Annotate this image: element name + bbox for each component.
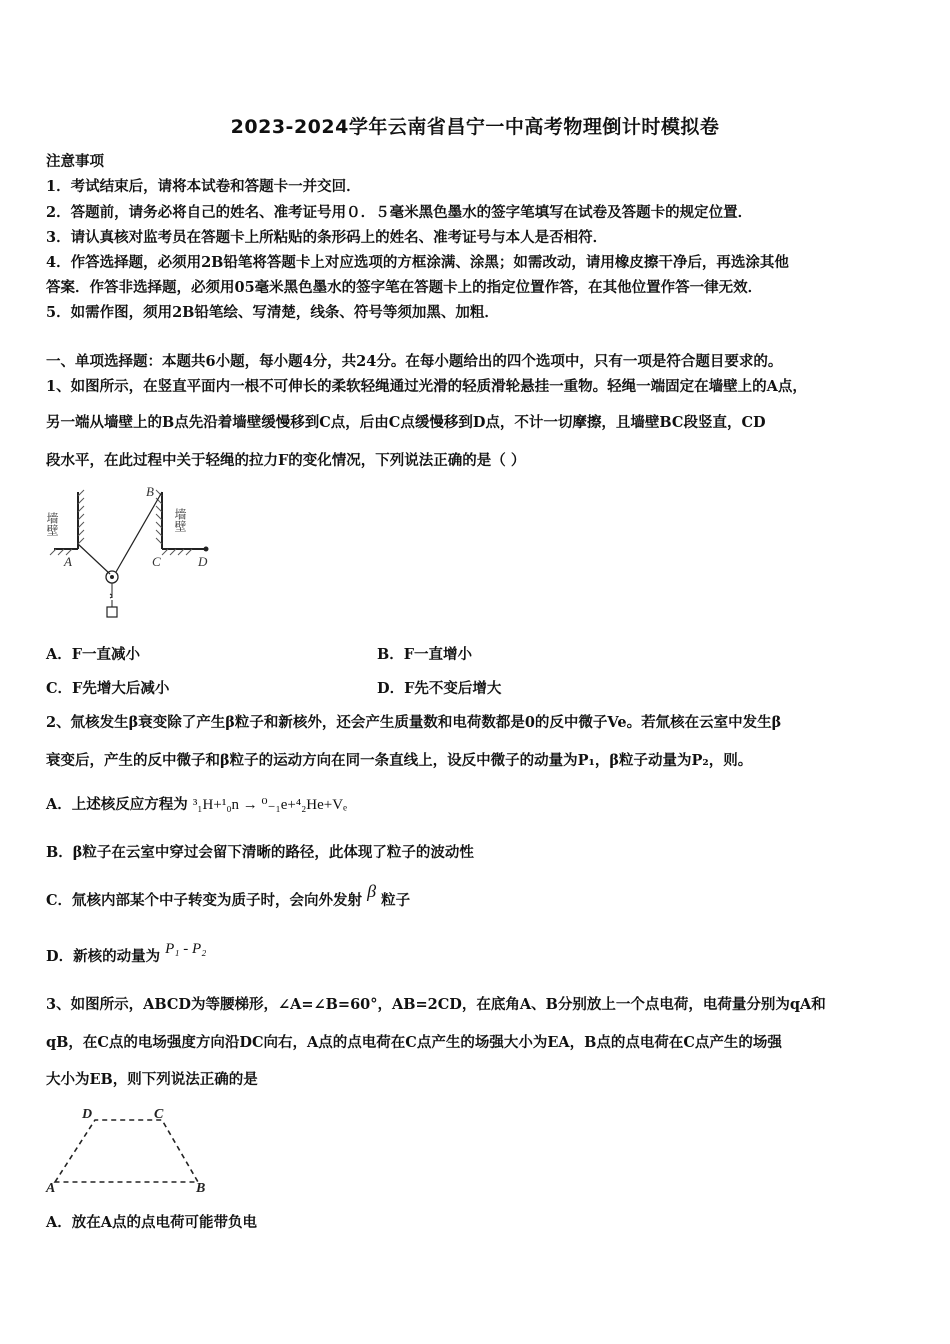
q2-option-d[interactable] <box>46 941 207 966</box>
notice-item-2: 2．答题前，请务必将自己的姓名、准考证号用０．５毫米黑色墨水的签字笔填写在试卷及答题卡的规定位置． <box>46 204 753 221</box>
q3-trapezoid-figure <box>40 1100 220 1196</box>
label-d: D <box>82 1107 93 1122</box>
q2-option-d-formula: P₁ - P₂ <box>165 941 207 957</box>
notice-item-4: 4．作答选择题，必须用2B铅笔将答题卡上对应选项的方框涂满、涂黑；如需改动，请用橡皮擦干净后，再选涂其他 <box>46 254 789 271</box>
q3-text-line-1: 3、如图所示，ABCD为等腰梯形，∠A=∠B=60°，AB=2CD，在底角A、B分别放上一个点电荷，电荷量分别为qA和 <box>46 996 826 1013</box>
q1-text-line-2: 另一端从墙壁上的B点先沿着墙壁缓慢移到C点，后由C点缓慢移到D点，不计一切摩擦，且墙壁BC段竖直，CD <box>46 414 766 431</box>
notice-item-1: 1．考试结束后，请将本试卷和答题卡一并交回． <box>46 178 361 195</box>
notice-item-3: 3．请认真核对监考员在答题卡上所粘贴的条形码上的姓名、准考证号与本人是否相符． <box>46 229 608 246</box>
label-a: A <box>64 554 72 569</box>
q2-text-line-1: 2、氚核发生β衰变除了产生β粒子和新核外，还会产生质量数和电荷数都是0的反中微子Ve。若氚核在云室中发生β <box>46 714 782 731</box>
q3-text-line-2: qB，在C点的电场强度方向沿DC向右，A点的点电荷在C点产生的场强大小为EA，B点的点电荷在C点产生的场强 <box>46 1034 782 1051</box>
q1-option-b[interactable]: B．F一直增小 <box>377 646 473 663</box>
notice-item-5: 5．如需作图，须用2B铅笔绘、写清楚，线条、符号等须加黑、加粗． <box>46 304 499 321</box>
q1-text-line-3: 段水平，在此过程中关于轻绳的拉力F的变化情况，下列说法正确的是（ ） <box>46 452 526 469</box>
page-title: 2023-2024学年云南省昌宁一中高考物理倒计时模拟卷 <box>230 116 720 138</box>
q3-option-a[interactable]: A．放在A点的点电荷可能带负电 <box>46 1214 257 1231</box>
label-c: C <box>154 1107 164 1122</box>
label-a: A <box>46 1181 56 1196</box>
wall-left-label: 墙壁 <box>45 512 59 536</box>
label-b: B <box>196 1181 206 1196</box>
q2-text-line-2: 衰变后，产生的反中微子和β粒子的运动方向在同一条直线上，设反中微子的动量为P₁，β粒子动量为P₂，则。 <box>46 752 753 769</box>
wall-right-label: 墙壁 <box>173 508 187 532</box>
q2-option-a-formula: ³₁H+¹₀n → ⁰₋₁e+⁴₂He+Vₑ <box>192 797 347 813</box>
q2-option-c-symbol: β <box>367 881 377 901</box>
q2-option-c[interactable] <box>46 881 411 910</box>
q1-option-a[interactable]: A．F一直减小 <box>46 646 141 663</box>
notice-heading: 注意事项 <box>46 153 104 170</box>
q2-option-d-label: D．新核的动量为 <box>46 948 161 965</box>
q1-option-d[interactable]: D．F先不变后增大 <box>377 680 502 697</box>
q2-option-a-label: A．上述核反应方程为 <box>46 796 188 813</box>
label-b: B <box>146 484 154 499</box>
label-c: C <box>152 554 161 569</box>
notice-item-4-cont: 答案．作答非选择题，必须用05毫米黑色墨水的签字笔在答题卡上的指定位置作答，在其他位置作答一律无效． <box>46 279 763 296</box>
q2-option-a[interactable] <box>46 796 347 814</box>
q2-option-b[interactable]: B．β粒子在云室中穿过会留下清晰的路径，此体现了粒子的波动性 <box>46 844 474 861</box>
q1-pulley-figure <box>40 482 220 632</box>
q1-text-line-1: 1、如图所示，在竖直平面内一根不可伸长的柔软轻绳通过光滑的轻质滑轮悬挂一重物。轻绳一端固定在墙壁上的A点， <box>46 378 807 395</box>
section-heading: 一、单项选择题：本题共6小题，每小题4分，共24分。在每小题给出的四个选项中，只有一项是符合题目要求的。 <box>46 353 783 370</box>
q2-option-c-label: C．氚核内部某个中子转变为质子时，会向外发射 <box>46 892 363 909</box>
q1-option-c[interactable]: C．F先增大后减小 <box>46 680 170 697</box>
label-d: D <box>198 554 208 569</box>
q3-text-line-3: 大小为EB，则下列说法正确的是 <box>46 1071 258 1088</box>
q2-option-c-tail: 粒子 <box>381 892 411 909</box>
